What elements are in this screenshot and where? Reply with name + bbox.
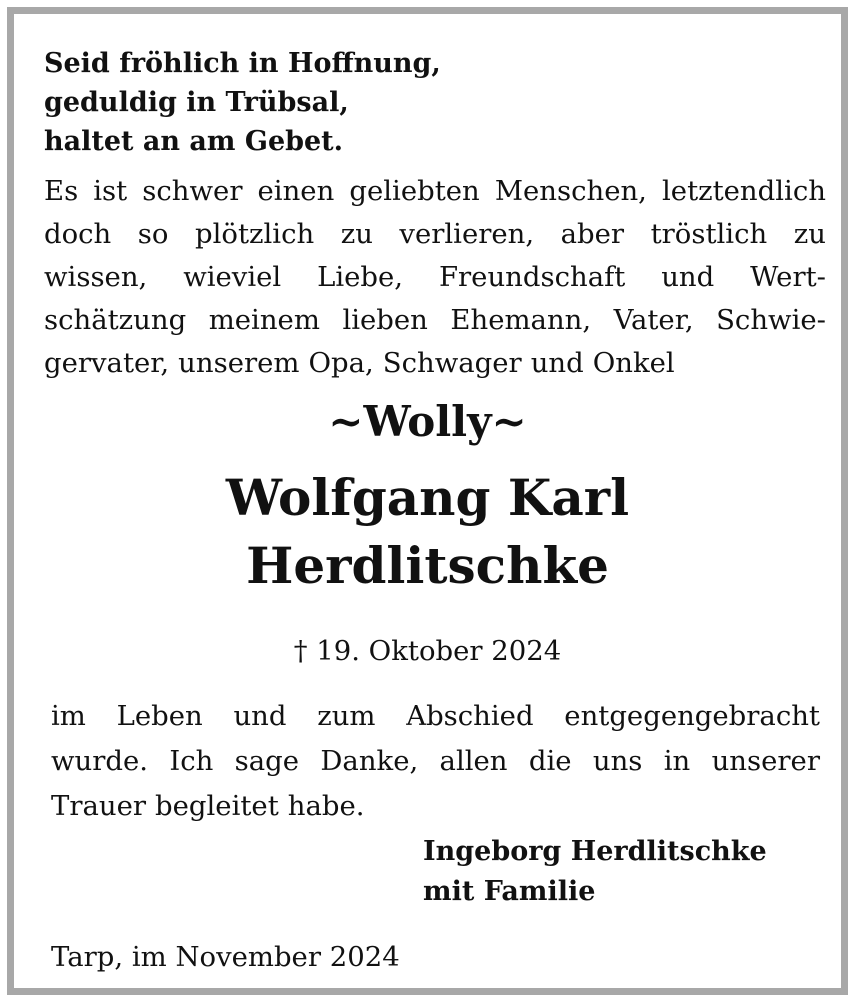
word: Ich: [169, 745, 214, 777]
word: doch: [44, 218, 112, 250]
verse-line: Seid fröhlich in Hoffnung,: [44, 48, 441, 79]
word: Wert-: [750, 261, 826, 293]
word: zum: [317, 700, 376, 732]
word: Schwager: [382, 347, 522, 379]
word: Danke,: [320, 745, 419, 777]
word: uns: [592, 745, 643, 777]
word: Abschied: [406, 700, 534, 732]
word: sage: [234, 745, 300, 777]
thanks-line: [51, 784, 820, 829]
word: Freundschaft: [438, 261, 626, 293]
obituary-notice-frame: [7, 7, 848, 995]
word: so: [137, 218, 169, 250]
verse-line: haltet an am Gebet.: [44, 126, 344, 157]
word: und: [233, 700, 287, 732]
word: Onkel: [592, 347, 675, 379]
word: meinem: [208, 304, 320, 336]
word: die: [528, 745, 572, 777]
deceased-full-name: [14, 464, 841, 600]
word: habe.: [287, 790, 365, 822]
word: ist: [93, 175, 128, 207]
intro-line: [44, 213, 826, 256]
word: geliebten: [349, 175, 480, 207]
deceased-nickname: ~Wolly~: [328, 397, 527, 446]
word: Schwie-: [716, 304, 826, 336]
word: zu: [793, 218, 826, 250]
word: wurde.: [51, 745, 149, 777]
word: schwer: [142, 175, 243, 207]
word: Es: [44, 175, 79, 207]
word: einen: [257, 175, 335, 207]
word: Trauer: [51, 790, 147, 822]
word: und: [530, 347, 584, 379]
word: wissen,: [44, 261, 148, 293]
signature-name: Ingeborg Herdlitschke: [423, 836, 767, 867]
word: aber: [560, 218, 625, 250]
intro-line: [44, 170, 826, 213]
word: begleitet: [155, 790, 279, 822]
intro-line: [44, 256, 826, 299]
signature-block: [423, 832, 767, 912]
bible-verse: [44, 44, 441, 161]
place-and-date: Tarp, im November 2024: [51, 941, 400, 973]
word: lieben: [342, 304, 428, 336]
name-line: Wolfgang Karl: [225, 468, 630, 527]
word: in: [663, 745, 691, 777]
word: tröstlich: [650, 218, 768, 250]
thanks-paragraph: [51, 694, 820, 829]
word: wieviel: [183, 261, 282, 293]
word: plötzlich: [194, 218, 315, 250]
word: Vater,: [613, 304, 694, 336]
word: unserer: [711, 745, 820, 777]
word: im: [51, 700, 86, 732]
intro-line: [44, 299, 826, 342]
word: und: [661, 261, 715, 293]
word: unserem: [178, 347, 300, 379]
name-line: Herdlitschke: [246, 536, 609, 595]
word: letztendlich: [662, 175, 826, 207]
word: zu: [340, 218, 373, 250]
thanks-line: [51, 739, 820, 784]
word: Opa,: [308, 347, 374, 379]
word: Liebe,: [317, 261, 404, 293]
intro-paragraph: [44, 170, 826, 385]
thanks-line: [51, 694, 820, 739]
word: entgegengebracht: [564, 700, 820, 732]
word: Leben: [116, 700, 203, 732]
word: verlieren,: [399, 218, 535, 250]
word: gervater,: [44, 347, 170, 379]
word: allen: [439, 745, 508, 777]
word: Menschen,: [494, 175, 647, 207]
word: Ehemann,: [450, 304, 592, 336]
word: schätzung: [44, 304, 187, 336]
verse-line: geduldig in Trübsal,: [44, 87, 349, 118]
signature-family: mit Familie: [423, 876, 596, 907]
intro-line: [44, 342, 826, 385]
death-date: † 19. Oktober 2024: [293, 635, 562, 667]
